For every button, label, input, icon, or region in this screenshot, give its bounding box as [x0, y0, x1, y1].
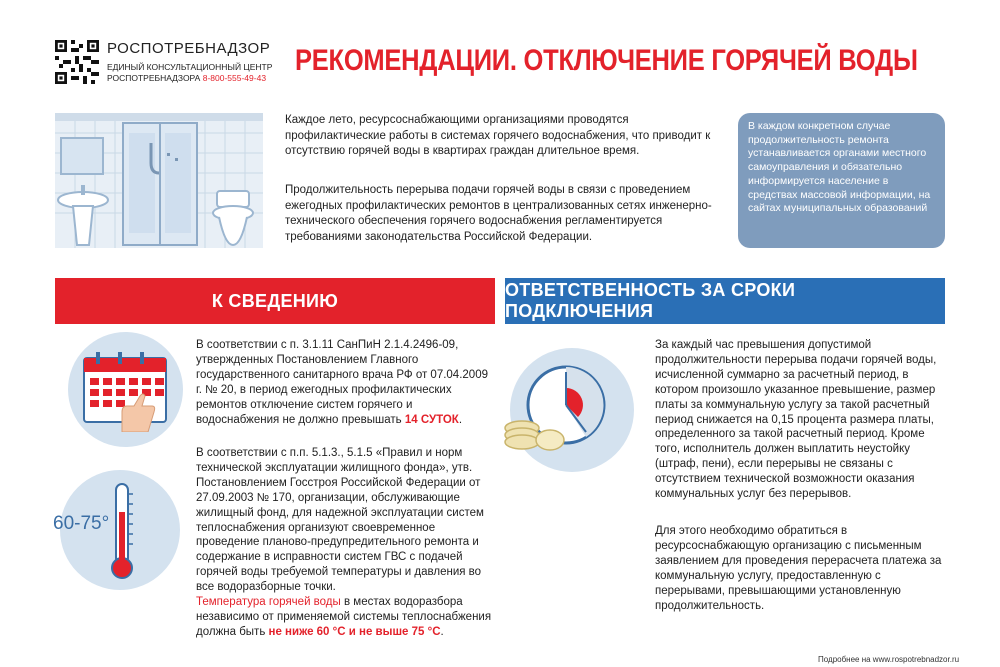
brand-name: РОСПОТРЕБНАДЗОР: [107, 40, 271, 57]
bathroom-illustration: [55, 113, 263, 248]
info-paragraph-2-cont: в местах водоразбора независимо от применяемой системы теплоснабжения должна быть: [196, 596, 492, 638]
consult-center-line2: РОСПОТРЕБНАДЗОРА: [107, 73, 201, 83]
calendar-icon: [82, 350, 170, 432]
info-paragraph-1-end: .: [458, 413, 463, 426]
clock-coins-icon: [500, 360, 620, 460]
qr-code-icon: [55, 40, 99, 84]
temperature-label: 60-75°: [53, 513, 110, 534]
consult-center-line1: ЕДИНЫЙ КОНСУЛЬТАЦИОННЫЙ ЦЕНТР: [107, 62, 273, 72]
info-paragraph-1: [196, 338, 496, 427]
temperature-range-highlight: не ниже 60 °С и не выше 75 °С: [268, 625, 441, 638]
phone-number[interactable]: 8-800-555-49-43: [202, 73, 267, 83]
responsibility-paragraph-2: Для этого необходимо обратиться в ресурсоснабжающую организацию с письменным заявлением для проведения перерасчета платежа за коммунальную услугу, предоставленную с перерывами, превышающими установленную продолжительность.: [655, 525, 942, 612]
info-paragraph-2-end: .: [440, 625, 444, 638]
banner-responsibility: [505, 278, 945, 324]
responsibility-paragraph-1: За каждый час превышения допустимой продолжительности перерыва подачи горячей воды, исчисленной суммарно за расчетный период, в котором произошло указанное превышение, размер платы за коммунальную услугу за такой расчетный период снижается на 0,15 процента размера платы, определенного за такой расчетный период. Кроме того, исполнитель должен выплатить неустойку (штраф, пени), если перерывы не связаны с отсутствием технической возможности оказания коммунальных услуг без перерывов.: [655, 339, 937, 501]
info-paragraph-2-text: В соответствии с п.п. 5.1.3., 5.1.5 «Правил и норм технической эксплуатации жилищного фонда», утв. Постановлением Госстроя Российской Федерации от 27.09.2003 № 170, организации, обслуживающие жилищный фонд, для надежной эксплуатации систем теплоснабжения организуют своевременное проведение планово-предупредительного ремонта и содержание в исправности систем ГВС с подачей горячей воды требуемой температуры и давления во все водоразборные точки.: [196, 447, 484, 594]
banner-for-information: [55, 278, 495, 324]
thermometer-icon: [108, 482, 136, 580]
info-note-text: В каждом конкретном случае продолжительность ремонта устанавливается органами местного самоуправления и обязательно информируется население в средствах массовой информации, на сайтах муниципальных образований: [748, 120, 931, 215]
banner-for-information-label: К СВЕДЕНИЮ: [211, 290, 339, 311]
page-title: РЕКОМЕНДАЦИИ. ОТКЛЮЧЕНИЕ ГОРЯЧЕЙ ВОДЫ: [295, 44, 918, 77]
footer-link[interactable]: Подробнее на www.rospotrebnadzor.ru: [818, 655, 960, 664]
info-paragraph-2: [196, 446, 496, 640]
info-note: [738, 113, 945, 248]
info-paragraph-1-text: В соответствии с п. 3.1.11 СанПиН 2.1.4.2496-09, утвержденных Постановлением Главного государственного санитарного врача РФ от 07.04.2009 г. № 20, в период ежегодных профилактических ремонтов отключение систем горячего и водоснабжения не должно превышать: [196, 339, 488, 426]
banner-responsibility-label: ОТВЕТСТВЕННОСТЬ ЗА СРОКИ ПОДКЛЮЧЕНИЯ: [505, 280, 796, 321]
max-days-highlight: 14 СУТОК: [404, 413, 459, 426]
consult-center: [107, 62, 272, 84]
intro-paragraph-1: Каждое лето, ресурсоснабжающими организациями проводятся профилактические работы в системах горячего водоснабжения, что приводит к отсутствию горячей воды в квартирах граждан длительное время.: [285, 114, 711, 157]
hot-water-temperature-label: Температура горячей воды: [196, 596, 341, 609]
intro-paragraph-2: Продолжительность перерыва подачи горячей воды в связи с проведением ежегодных профилактических ремонтов в централизованных сетях инженерно-технического обеспечения горячего водоснабжения регламентируется требованиями законодательства Российской Федерации.: [285, 184, 712, 243]
